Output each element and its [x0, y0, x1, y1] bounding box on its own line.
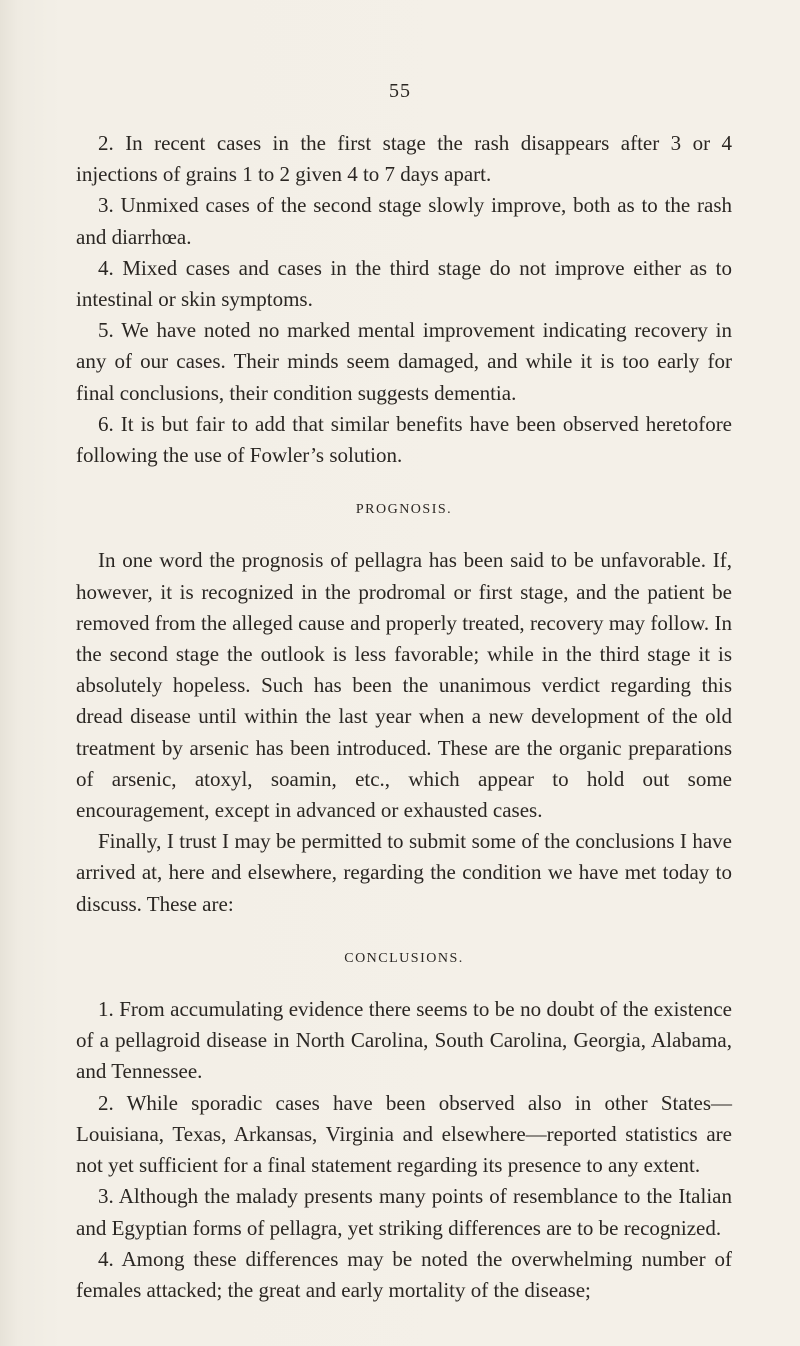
list-item [76, 128, 732, 190]
item-text: Unmixed cases of the second stage slowly improve, both as to the rash and diarrhœa. [76, 193, 732, 249]
section-heading-prognosis: PROGNOSIS. [355, 502, 453, 518]
item-number: 6. [98, 411, 114, 436]
item-number: 2. [98, 1090, 114, 1115]
item-number: 4. [98, 1246, 114, 1271]
item-text: Mixed cases and cases in the third stage do not improve either as to intestinal or skin symptoms. [76, 255, 733, 312]
list-item [76, 253, 732, 315]
item-number: 3. [98, 193, 114, 218]
item-number: 3. [98, 1184, 114, 1209]
item-text: Among these differences may be noted the overwhelming number of females attacked; the great and early mortality of the disease; [76, 1246, 732, 1302]
list-item [76, 190, 732, 252]
list-item [76, 315, 732, 409]
item-number: 5. [98, 318, 114, 343]
list-item [76, 1181, 732, 1243]
item-text: Although the malady presents many points of resemblance to the Italian and Egyptian forms of pellagra, yet striking differences are to be recognized. [76, 1184, 732, 1240]
list-item [76, 1244, 732, 1306]
item-number: 1. [98, 997, 114, 1022]
item-text: While sporadic cases have been observed also in other States— Louisiana, Texas, Arkansas, Virginia and elsewhere—reported statistics are not yet sufficient for a final statement regarding its presence to any extent. [76, 1090, 732, 1178]
page-number: 55 [389, 80, 411, 102]
list-item [76, 994, 732, 1088]
section-heading-conclusions: CONCLUSIONS. [344, 950, 464, 966]
item-text: In recent cases in the first stage the rash disappears after 3 or 4 injections of grains 1 to 2 given 4 to 7 days apart. [76, 131, 733, 187]
item-text: From accumulating evidence there seems to be no doubt of the existence of a pellagroid disease in North Carolina, South Carolina, Georgia, Alabama, and Tennessee. [76, 997, 732, 1084]
item-text: We have noted no marked mental improvement indicating recovery in any of our cases. Their minds seem damaged, and while it is too early for final conclusions, their condition suggests dementia. [76, 318, 733, 405]
item-number: 2. [98, 131, 114, 155]
list-item [76, 409, 732, 471]
body-text [76, 128, 732, 1306]
item-number: 4. [98, 255, 114, 280]
list-item [76, 1088, 732, 1182]
item-text: It is but fair to add that similar benefits have been observed heretofore following the use of Fowler’s solution. [76, 411, 733, 468]
paragraph: Finally, I trust I may be permitted to submit some of the conclusions I have arrived at, here and elsewhere, regarding the condition we have met today to discuss. These are: [76, 829, 732, 916]
paragraph: In one word the prognosis of pellagra has been said to be unfavorable. If, however, it is recognized in the prodromal or first stage, and the patient be removed from the alleged cause and properly treated, recovery may follow. In the second stage the outlook is less favorable; while in the third stage it is absolutely hopeless. Such has been the unanimous verdict regarding this dread disease until within the last year when a new development of the old treatment by arsenic has been introduced. These are the organic preparations of arsenic, atoxyl, soamin, etc., which appear to hold out some encouragement, except in advanced or exhausted cases. [76, 548, 732, 823]
